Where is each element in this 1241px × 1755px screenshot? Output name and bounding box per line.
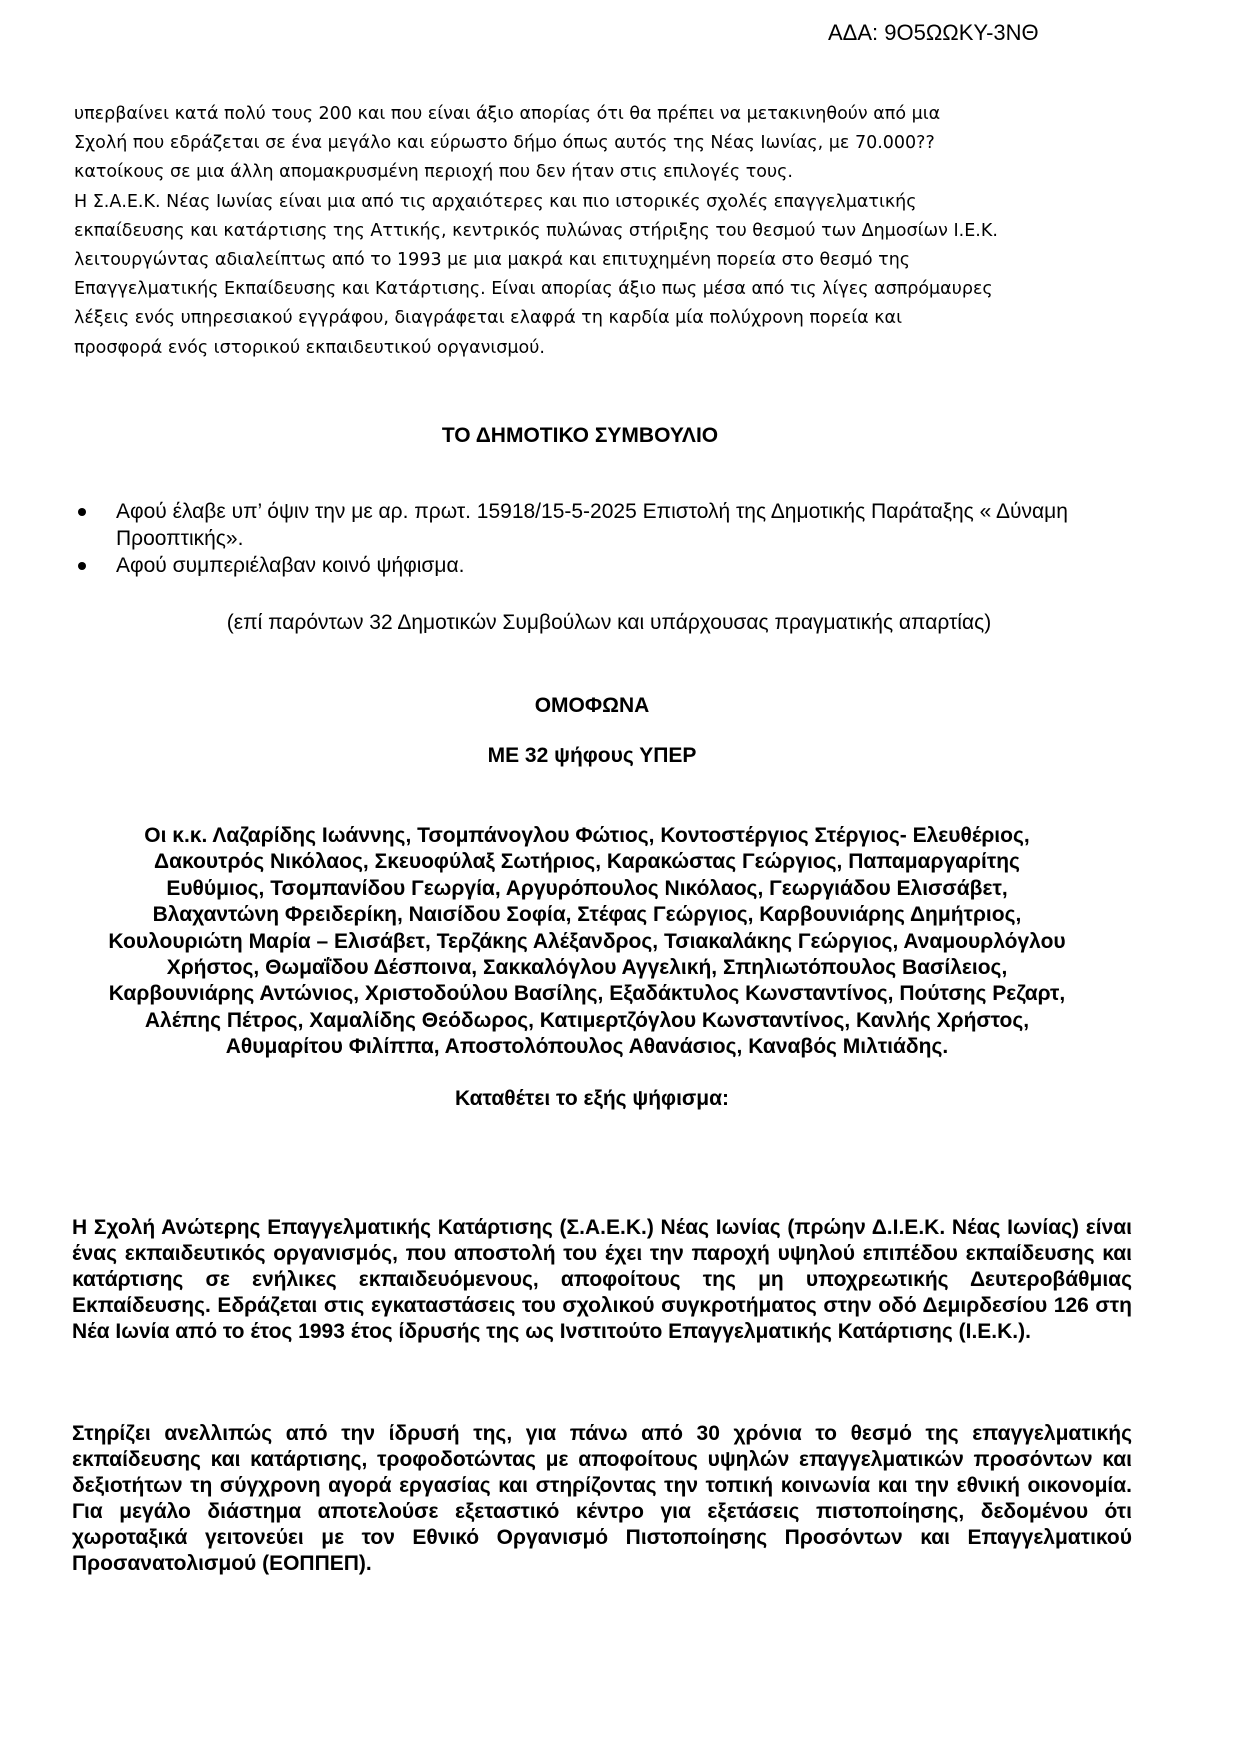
names-line: Κουλουριώτη Μαρία – Ελισάβετ, Τερζάκης Αλέξανδρος, Τσιακαλάκης Γεώργιος, Αναμουρλόγλου [108, 929, 1066, 953]
names-line: Ευθύμιος, Τσομπανίδου Γεωργία, Αργυρόπουλος Νικόλαος, Γεωργιάδου Ελισσάβετ, [166, 876, 1008, 900]
intro-line: προσφορά ενός ιστορικού εκπαιδευτικού οργανισμού. [74, 337, 545, 358]
bullet-list [78, 498, 1118, 579]
names-line: Οι κ.κ. Λαζαρίδης Ιωάννης, Τσομπάνογλου Φώτιος, Κοντοστέργιος Στέργιος- Ελευθέριος, [144, 824, 1030, 847]
names-line: Αλέπης Πέτρος, Χαμαλίδης Θεόδωρος, Κατιμερτζόγλου Κωνσταντίνος, Κανλής Χρήστος, [144, 1008, 1030, 1032]
intro-line: κατοίκους σε μια άλλη απομακρυσμένη περιοχή που δεν ήταν στις επιλογές τους. [74, 162, 793, 183]
names-line: Βλαχαντώνη Φρειδερίκη, Ναισίδου Σοφία, Στέφας Γεώργιος, Καρβουνιάρης Δημήτριος, [152, 903, 1022, 927]
names-line: Αθυμαρίτου Φιλίππα, Αποστολόπουλος Αθανάσιος, Καναβός Μιλτιάδης. [225, 1035, 949, 1059]
intro-line: Επαγγελματικής Εκπαίδευσης και Κατάρτισης. Είναι απορίας άξιο πως μέσα από τις λίγες ασπρόμαυρες [74, 279, 993, 300]
bullet-text: Αφού συμπεριέλαβαν κοινό ψήφισμα. [116, 554, 465, 577]
bullet-icon [78, 562, 86, 570]
bullet-item [78, 498, 1118, 552]
council-members-list [52, 823, 1122, 1061]
resolution-heading: Καταθέτει το εξής ψήφισμα: [454, 1087, 730, 1110]
resolution-paragraph-1: Η Σχολή Ανώτερης Επαγγελματικής Κατάρτισης (Σ.Α.Ε.Κ.) Νέας Ιωνίας (πρώην Δ.Ι.Ε.Κ. Νέας Ιωνίας) είναι ένας εκπαιδευτικός οργανισμός, που αποστολή του έχει την παροχή υψηλού επιπέδου εκπαίδευσης και κατάρτισης σε ενήλικες εκπαιδευόμενους, αποφοίτους της μη υποχρεωτικής Δευτεροβάθμιας Εκπαίδευσης. Εδράζεται στις εγκαταστάσεις του σχολικού συγκροτήματος στην οδό Δεμιρδεσίου 126 στη Νέα Ιωνία από το έτος 1993 έτος ίδρυσής της ως Ινστιτούτο Επαγγελματικής Κατάρτισης (Ι.Ε.Κ.). [72, 1216, 1132, 1343]
votes-heading: ΜΕ 32 ψήφους ΥΠΕΡ [487, 744, 697, 767]
council-heading: ΤΟ ΔΗΜΟΤΙΚΟ ΣΥΜΒΟΥΛΙΟ [441, 424, 719, 447]
ada-code: ΑΔΑ: 9Ο5ΩΩΚΥ-3ΝΘ [828, 20, 1039, 45]
resolution-paragraph-2: Στηρίζει ανελλιπώς από την ίδρυσή της, για πάνω από 30 χρόνια το θεσμό της επαγγελματικής εκπαίδευσης και κατάρτισης, τροφοδοτώντας με αποφοίτους υψηλών επαγγελματικών προσόντων και δεξιοτήτων τη σύγχρονη αγορά εργασίας και στηρίζοντας την τοπική κοινωνία και την εθνική οικονομία. Για μεγάλο διάστημα αποτελούσε εξεταστικό κέντρο για εξετάσεις πιστοποίησης, δεδομένου ότι χωροταξικά γειτονεύει με τον Εθνικό Οργανισμό Πιστοποίησης Προσόντων και Επαγγελματικού Προσανατολισμού (ΕΟΠΠΕΠ). [72, 1422, 1132, 1575]
intro-line: λέξεις ενός υπηρεσιακού εγγράφου, διαγράφεται ελαφρά τη καρδία μία πολύχρονη πορεία και [74, 308, 902, 329]
intro-line: λειτουργώντας αδιαλείπτως από το 1993 με μια μακρά και επιτυχημένη πορεία στο θεσμό της [74, 250, 911, 271]
bullet-item [78, 552, 1118, 579]
names-line: Καρβουνιάρης Αντώνιος, Χριστοδούλου Βασίλης, Εξαδάκτυλος Κωνσταντίνος, Πούτσης Ρεζαρτ, [108, 982, 1066, 1006]
names-line: Δακουτρός Νικόλαος, Σκευοφύλαξ Σωτήριος, Καρακώστας Γεώργιος, Παπαμαργαρίτης [154, 850, 1020, 874]
intro-line: υπερβαίνει κατά πολύ τους 200 και που είναι άξιο απορίας ότι θα πρέπει να μετακινηθούν από μια [74, 104, 941, 124]
names-line: Χρήστος, Θωμαΐδου Δέσποινα, Σακκαλόγλου Αγγελική, Σπηλιωτόπουλος Βασίλειος, [166, 956, 1008, 980]
bullet-icon [78, 508, 86, 516]
intro-line: Η Σ.Α.Ε.Κ. Νέας Ιωνίας είναι μια από τις αρχαιότερες και πιο ιστορικές σχολές επαγγελματικής [74, 191, 917, 212]
intro-line: εκπαίδευσης και κατάρτισης της Αττικής, κεντρικός πυλώνας στήριξης του θεσμού των Δημοσίων Ι.Ε.Κ. [74, 220, 998, 241]
intro-text [74, 100, 1114, 363]
bullet-text: Αφού έλαβε υπ’ όψιν την με αρ. πρωτ. 15918/15-5-2025 Επιστολή της Δημοτικής Παράταξης « Δύναμη Προοπτικής». [116, 500, 1068, 550]
intro-line: Σχολή που εδράζεται σε ένα μεγάλο και εύρωστο δήμο όπως αυτός της Νέας Ιωνίας, με 70.000?? [74, 133, 935, 154]
presence-note: (επί παρόντων 32 Δημοτικών Συμβούλων και υπάρχουσας πραγματικής απαρτίας) [226, 611, 992, 634]
unanimous-heading: ΟΜΟΦΩΝΑ [534, 694, 650, 717]
